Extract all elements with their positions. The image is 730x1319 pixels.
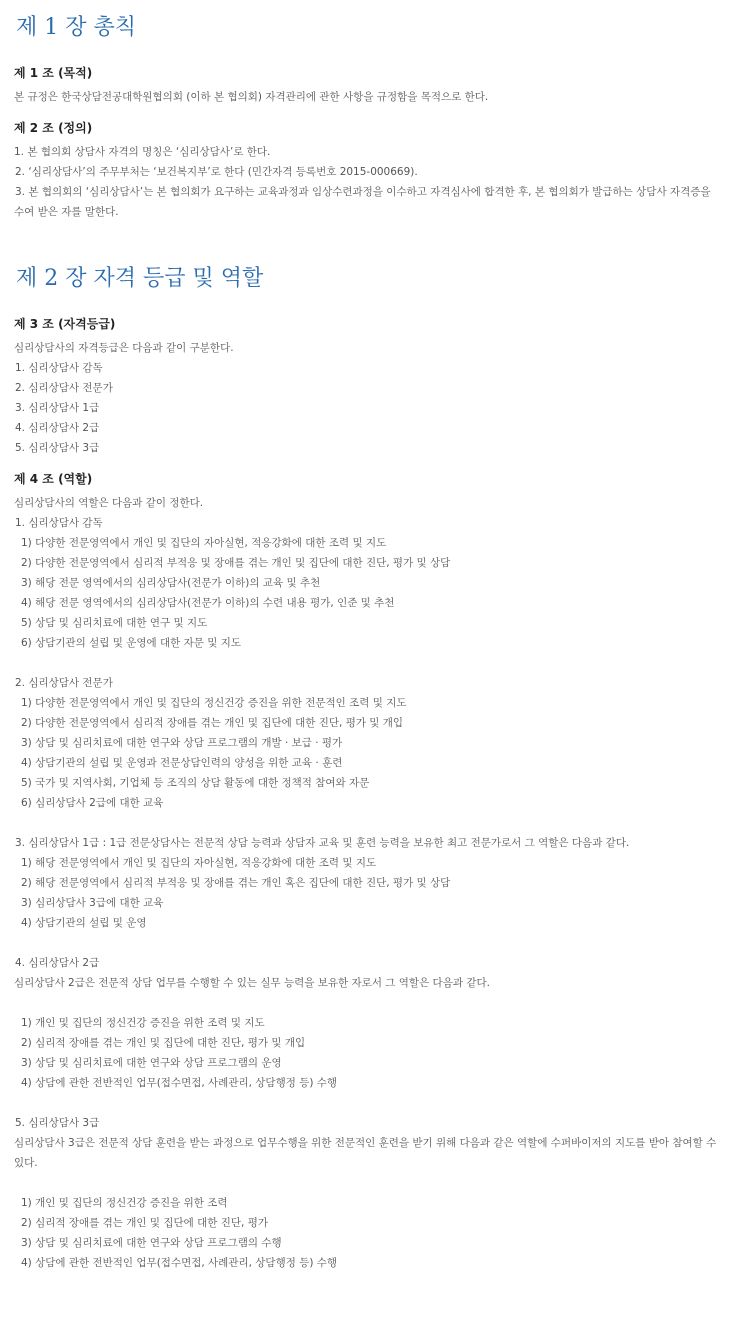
role-heading-supervisor: 1. 심리상담사 감독 bbox=[15, 517, 103, 529]
chapter-2-title: 제 2 장 자격 등급 및 역할 bbox=[16, 266, 264, 291]
role-item: 5) 국가 및 지역사회, 기업체 등 조직의 상담 활동에 대한 정책적 참여와 자문 bbox=[21, 777, 370, 789]
role-heading-level-2: 4. 심리상담사 2급 bbox=[15, 957, 100, 969]
role-item: 2) 심리적 장애를 겪는 개인 및 집단에 대한 진단, 평가 및 개입 bbox=[21, 1037, 306, 1049]
role-heading-level-3: 5. 심리상담사 3급 bbox=[15, 1117, 100, 1129]
grade-list-item: 3. 심리상담사 1급 bbox=[15, 402, 100, 414]
grade-list-item: 1. 심리상담사 감독 bbox=[15, 362, 103, 374]
role-item: 2) 다양한 전문영역에서 심리적 장애를 겪는 개인 및 집단에 대한 진단, 평가 및 개입 bbox=[21, 717, 404, 729]
grade-list-item: 4. 심리상담사 2급 bbox=[15, 422, 100, 434]
role-item: 1) 개인 및 집단의 정신건강 증진을 위한 조력 및 지도 bbox=[21, 1017, 265, 1029]
article-2-item: 1. 본 협의회 상담사 자격의 명칭은 ‘심리상담사’로 한다. bbox=[14, 146, 271, 158]
role-intro-level-2: 심리상담사 2급은 전문적 상담 업무를 수행할 수 있는 실무 능력을 보유한 자로서 그 역할은 다음과 같다. bbox=[14, 977, 490, 989]
article-4-title: 제 4 조 (역할) bbox=[14, 472, 93, 486]
chapter-1-title: 제 1 장 총칙 bbox=[16, 15, 136, 40]
article-3-title: 제 3 조 (자격등급) bbox=[14, 317, 116, 331]
article-2-item: 2. ‘심리상담사’의 주무부처는 ‘보건복지부’로 한다 (민간자격 등록번호 2015-000669). bbox=[15, 166, 418, 178]
role-item: 1) 해당 전문영역에서 개인 및 집단의 자아실현, 적응강화에 대한 조력 및 지도 bbox=[21, 857, 377, 869]
role-item: 4) 상담에 관한 전반적인 업무(접수면접, 사례관리, 상담행정 등) 수행 bbox=[21, 1257, 338, 1269]
role-item: 4) 해당 전문 영역에서의 심리상담사(전문가 이하)의 수련 내용 평가, 인준 및 추천 bbox=[21, 597, 395, 609]
article-1-body: 본 규정은 한국상담전공대학원협의회 (이하 본 협의회) 자격관리에 관한 사항을 규정함을 목적으로 한다. bbox=[14, 91, 489, 103]
role-item: 6) 상담기관의 설립 및 운영에 대한 자문 및 지도 bbox=[21, 637, 242, 649]
role-item: 4) 상담기관의 설립 및 운영과 전문상담인력의 양성을 위한 교육 · 훈련 bbox=[21, 757, 343, 769]
role-item: 6) 심리상담사 2급에 대한 교육 bbox=[21, 797, 164, 809]
role-item: 3) 상담 및 심리치료에 대한 연구와 상담 프로그램의 운영 bbox=[21, 1057, 282, 1069]
role-item: 1) 다양한 전문영역에서 개인 및 집단의 자아실현, 적응강화에 대한 조력 및 지도 bbox=[21, 537, 387, 549]
role-item: 1) 다양한 전문영역에서 개인 및 집단의 정신건강 증진을 위한 전문적인 조력 및 지도 bbox=[21, 697, 407, 709]
role-item: 2) 해당 전문영역에서 심리적 부적응 및 장애를 겪는 개인 혹은 집단에 대한 진단, 평가 및 상담 bbox=[21, 877, 451, 889]
role-intro-level-3: 심리상담사 3급은 전문적 상담 훈련을 받는 과정으로 업무수행을 위한 전문적인 훈련을 받기 위해 다음과 같은 역할에 수퍼바이저의 지도를 받아 참여할 수 bbox=[14, 1137, 717, 1149]
role-item: 3) 심리상담사 3급에 대한 교육 bbox=[21, 897, 164, 909]
role-item: 4) 상담에 관한 전반적인 업무(접수면접, 사례관리, 상담행정 등) 수행 bbox=[21, 1077, 338, 1089]
article-2-item-continued: 수여 받은 자를 말한다. bbox=[14, 206, 119, 218]
article-2-title: 제 2 조 (정의) bbox=[14, 121, 93, 135]
role-item: 3) 상담 및 심리치료에 대한 연구와 상담 프로그램의 수행 bbox=[21, 1237, 282, 1249]
role-item: 4) 상담기관의 설립 및 운영 bbox=[21, 917, 147, 929]
article-4-intro: 심리상담사의 역할은 다음과 같이 정한다. bbox=[14, 497, 204, 509]
role-item: 3) 상담 및 심리치료에 대한 연구와 상담 프로그램의 개발 · 보급 · 평가 bbox=[21, 737, 343, 749]
role-item: 2) 심리적 장애를 겪는 개인 및 집단에 대한 진단, 평가 bbox=[21, 1217, 269, 1229]
article-3-intro: 심리상담사의 자격등급은 다음과 같이 구분한다. bbox=[14, 342, 234, 354]
role-heading-level-1: 3. 심리상담사 1급 : 1급 전문상담사는 전문적 상담 능력과 상담자 교육 및 훈련 능력을 보유한 최고 전문가로서 그 역할은 다음과 같다. bbox=[15, 837, 630, 849]
role-heading-expert: 2. 심리상담사 전문가 bbox=[15, 677, 113, 689]
role-item: 3) 해당 전문 영역에서의 심리상담사(전문가 이하)의 교육 및 추천 bbox=[21, 577, 321, 589]
grade-list-item: 2. 심리상담사 전문가 bbox=[15, 382, 113, 394]
grade-list-item: 5. 심리상담사 3급 bbox=[15, 442, 100, 454]
role-item: 1) 개인 및 집단의 정신건강 증진을 위한 조력 bbox=[21, 1197, 228, 1209]
role-intro-level-3-continued: 있다. bbox=[14, 1157, 38, 1169]
role-item: 2) 다양한 전문영역에서 심리적 부적응 및 장애를 겪는 개인 및 집단에 대한 진단, 평가 및 상담 bbox=[21, 557, 451, 569]
article-1-title: 제 1 조 (목적) bbox=[14, 66, 93, 80]
role-item: 5) 상담 및 심리치료에 대한 연구 및 지도 bbox=[21, 617, 208, 629]
article-2-item: 3. 본 협의회의 ‘심리상담사’는 본 협의회가 요구하는 교육과정과 임상수련과정을 이수하고 자격심사에 합격한 후, 본 협의회가 발급하는 상담사 자격증을 bbox=[15, 186, 711, 198]
